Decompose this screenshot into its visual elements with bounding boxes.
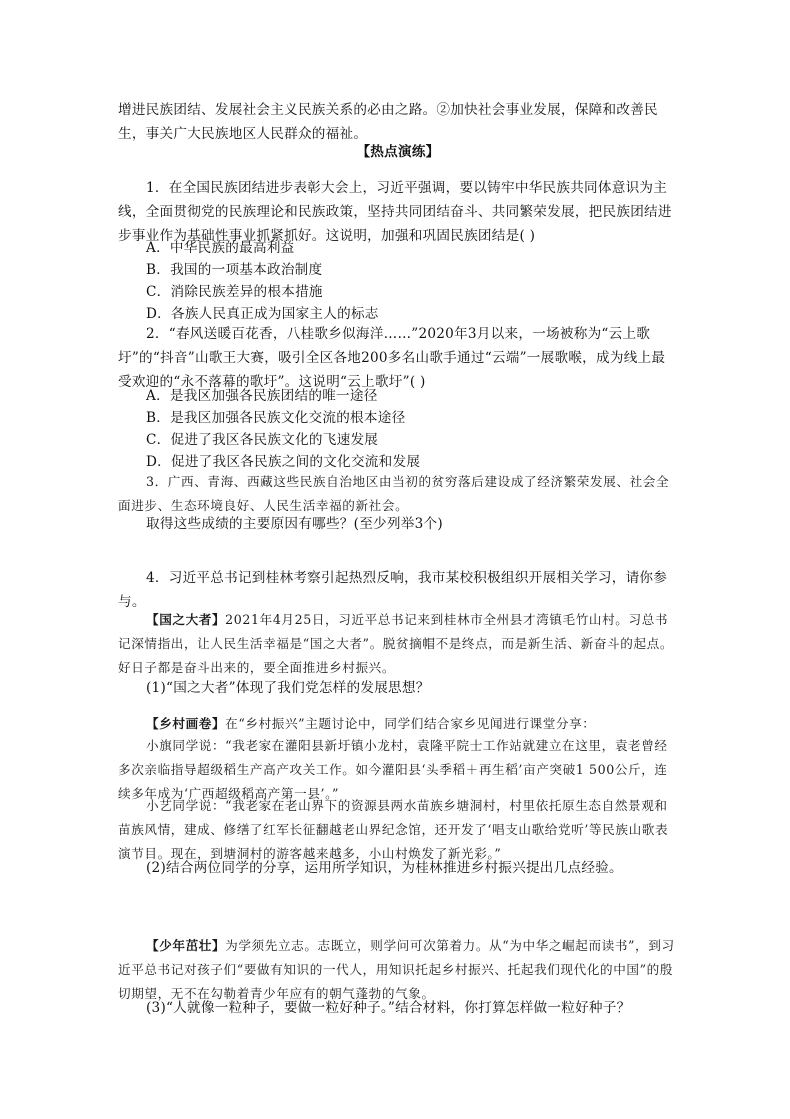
q4-part2-tag: 【乡村画卷】 — [146, 716, 226, 731]
intro-paragraph: 增进民族团结、发展社会主义民族关系的必由之路。②加快社会事业发展，保障和改善民生，事关广大民族地区人民群众的福祉。 — [118, 102, 658, 142]
q4-part1-material — [118, 608, 678, 680]
q4-part3-text: 为学须先立志。志既立，则学问可次第着力。从“为中华之崛起而读书”，到习近平总书记对孩子们“要做有知识的一代人，用知识托起乡村振兴、托起我们现代化的中国”的殷切期望，无不在勾勒着青少年应有的朝气蓬勃的气象。 — [118, 938, 675, 1001]
section-title: 【热点演练】 — [356, 144, 440, 160]
q1-option-d: D．各族人民真正成为国家主人的标志 — [146, 306, 379, 322]
q4-part2-question: (2)结合两位同学的分享，运用所学知识，为桂林推进乡村振兴提出几点经验。 — [146, 860, 623, 876]
q2-stem: 2．“春风送暖百花香，八桂歌乡似海洋……”2020年3月以来，一场被称为“云上歌圩”的“抖音”山歌王大赛，吸引全区各地200多名山歌手通过“云端”一展歌喉，成为线上最受欢迎的“永不落幕的歌圩”。这说明“云上歌圩”( ) — [118, 326, 666, 390]
q4-part3-question: (3)“人就像一粒种子，要做一粒好种子。”结合材料，你打算怎样做一粒好种子？ — [146, 1000, 631, 1016]
q4-part1-question: (1)“国之大者”体现了我们党怎样的发展思想？ — [146, 680, 430, 696]
q4-part2-intro — [118, 712, 678, 736]
q1-stem: 1．在全国民族团结进步表彰大会上，习近平强调，要以铸牢中华民族共同体意识为主线，全面贯彻党的民族理论和民族政策，坚持共同团结奋斗、共同繁荣发展，把民族团结进步事业作为基础性事业抓紧抓好。这说明，加强和巩固民族团结是( ) — [118, 180, 672, 244]
q1-option-c: C．消除民族差异的根本措施 — [146, 284, 323, 300]
q3-material: 3．广西、青海、西藏这些民族自治地区由当初的贫穷落后建设成了经济繁荣发展、社会全面进步、生态环境良好、人民生活幸福的新社会。 — [118, 474, 670, 513]
q3-question: 取得这些成绩的主要原因有哪些？(至少列举3个) — [146, 516, 443, 532]
q2-option-b: B．是我区加强各民族文化交流的根本途径 — [146, 410, 406, 426]
q1-option-b: B．我国的一项基本政治制度 — [146, 262, 323, 278]
q1-option-a: A．中华民族的最高利益 — [146, 240, 295, 256]
q4-part2-student2: 小艺同学说：“我老家在老山界下的资源县两水苗族乡塘洞村，村里依托原生态自然景观和苗族风情，建成、修缮了红军长征翻越老山界纪念馆，还开发了‘唱支山歌给党听’等民族山歌表演节目。现在，到塘洞村的游客越来越多，小山村焕发了新光彩。” — [118, 798, 669, 861]
q4-part1-text: 2021年4月25日，习近平总书记来到桂林市全州县才湾镇毛竹山村。习总书记深情指出，让人民生活幸福是“国之大者”。脱贫摘帽不是终点，而是新生活、新奋斗的起点。好日子都是奋斗出来的，要全面推进乡村振兴。 — [118, 612, 674, 675]
q2-option-c: C．促进了我区各民族文化的飞速发展 — [146, 432, 379, 448]
q4-part1-tag: 【国之大者】 — [146, 612, 226, 627]
q4-part2-text: 在“乡村振兴”主题讨论中，同学们结合家乡见闻进行课堂分享： — [225, 716, 596, 731]
q2-option-a: A．是我区加强各民族团结的唯一途径 — [146, 388, 378, 404]
q4-stem: 4．习近平总书记到桂林考察引起热烈反响，我市某校积极组织开展相关学习，请你参与。 — [118, 570, 668, 610]
q2-option-d: D．促进了我区各民族之间的文化交流和发展 — [146, 454, 421, 470]
q4-part3-tag: 【少年茁壮】 — [146, 938, 226, 953]
q4-part2-student1: 小旗同学说：“我老家在灌阳县新圩镇小龙村，袁隆平院士工作站就建立在这里，袁老曾经多次亲临指导超级稻生产高产攻关工作。如今灌阳县‘头季稻＋再生稻’亩产突破1 500公斤，连续多年成为‘广西超级稻高产第一县’。” — [118, 738, 668, 801]
